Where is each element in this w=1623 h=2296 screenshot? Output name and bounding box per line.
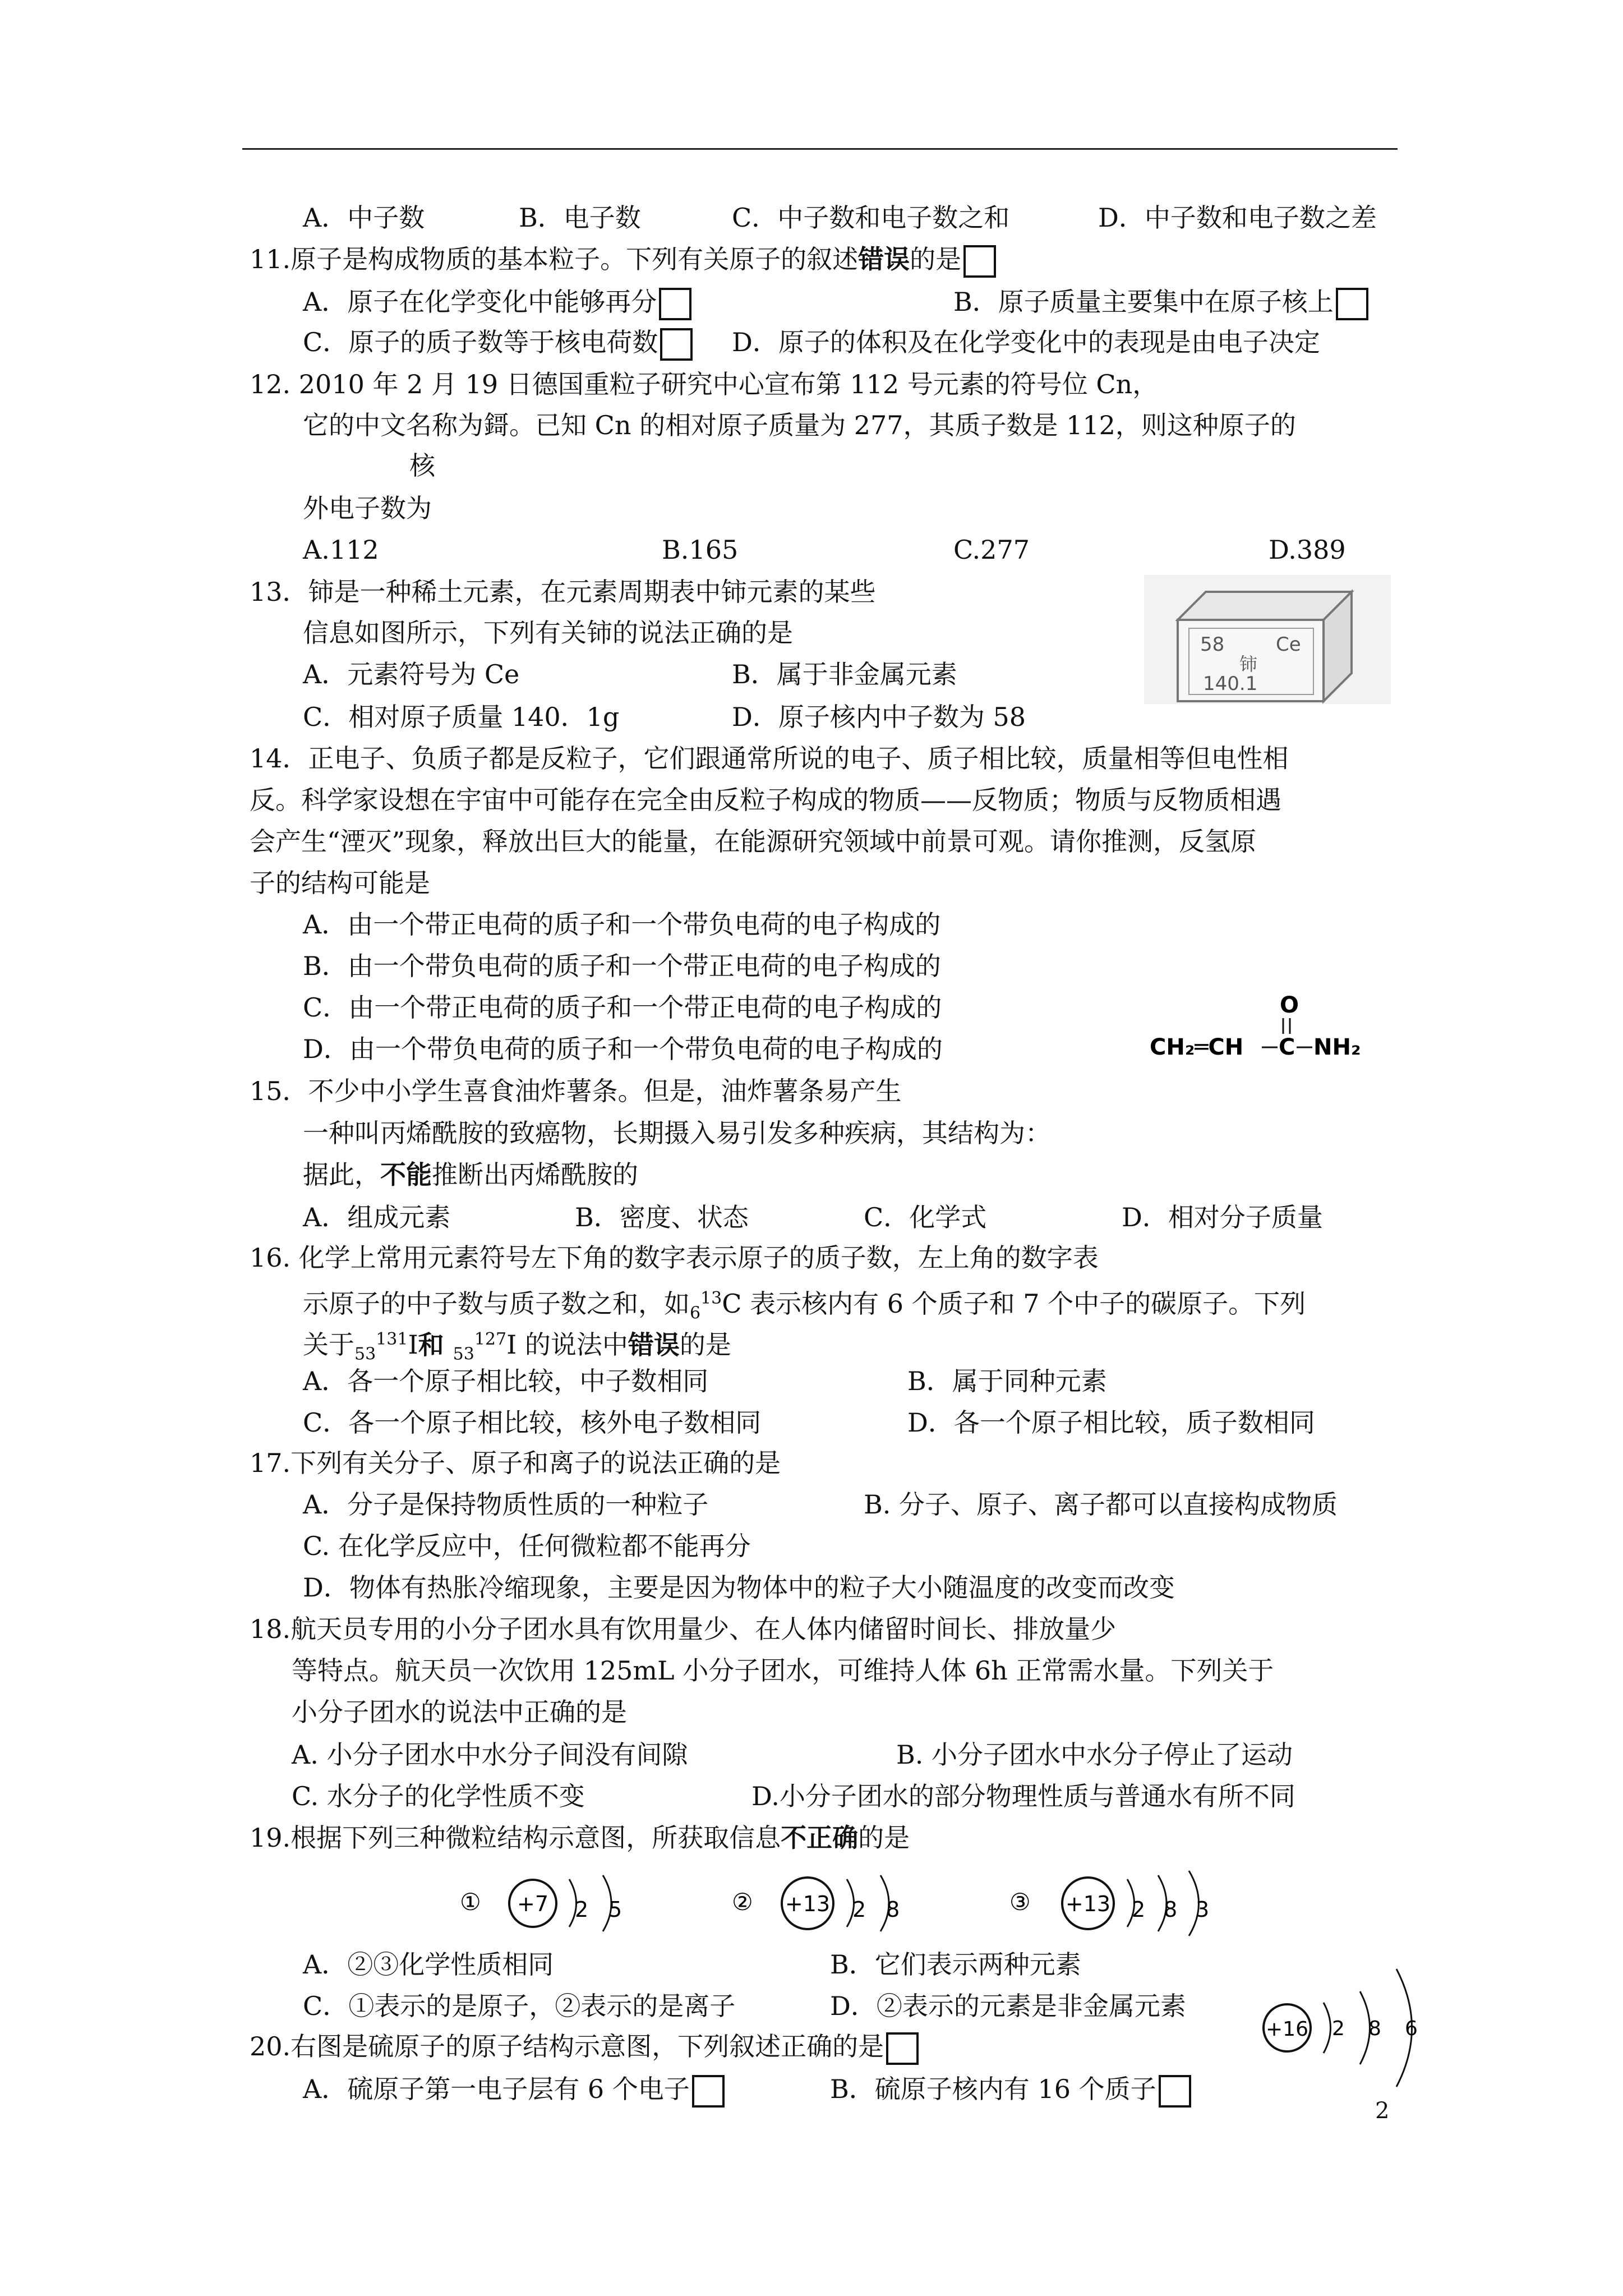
diagram-1 [460, 1875, 622, 1931]
q14-option-d: D．由一个带负电荷的质子和一个带负电荷的电子构成的 [303, 1034, 943, 1064]
answer-box[interactable] [659, 288, 691, 320]
diagram-1-nucleus-charge: +7 [517, 1892, 549, 1916]
q11-option-a: A．原子在化学变化中能够再分 [303, 285, 691, 320]
q14-stem-1: 14．正电子、负质子都是反粒子，它们跟通常所说的电子、质子相比较，质量相等但电性相 [250, 743, 1289, 774]
q17-option-b: B. 分子、原子、离子都可以直接构成物质 [864, 1489, 1338, 1520]
q16-option-b: B．属于同种元素 [907, 1366, 1107, 1396]
answer-box[interactable] [1159, 2075, 1191, 2108]
answer-box[interactable] [692, 2075, 725, 2108]
q14-stem-4: 子的结构可能是 [250, 868, 430, 898]
q13-stem-2: 信息如图所示，下列有关铈的说法正确的是 [303, 618, 793, 648]
q18-stem-3: 小分子团水的说法中正确的是 [292, 1697, 627, 1727]
diagram-1-shell-2: 5 [608, 1897, 623, 1922]
formula-carbon: C [1279, 1034, 1295, 1060]
q16-option-c: C．各一个原子相比较，核外电子数相同 [303, 1407, 762, 1438]
diagram-2 [732, 1875, 900, 1931]
diagram-2-label: ② [732, 1888, 753, 1916]
q20-option-b: B．硫原子核内有 16 个质子 [830, 2072, 1191, 2108]
q19-option-d: D．②表示的元素是非金属元素 [830, 1991, 1186, 2021]
q16-option-d: D．各一个原子相比较，质子数相同 [907, 1407, 1315, 1438]
particle-structure-diagrams [449, 1865, 1262, 1944]
answer-box[interactable] [660, 328, 693, 361]
q11-option-c: C．原子的质子数等于核电荷数 [303, 325, 693, 361]
q18-option-d: D.小分子团水的部分物理性质与普通水有所不同 [751, 1781, 1295, 1811]
card-atomic-number: 58 [1200, 633, 1225, 656]
q11-option-b: B．原子质量主要集中在原子核上 [953, 285, 1368, 320]
q18-stem-1: 18.航天员专用的小分子团水具有饮用量少、在人体内储留时间长、排放量少 [250, 1614, 1117, 1644]
diagram-2-shell-2: 8 [886, 1897, 900, 1922]
q19-stem: 19.根据下列三种微粒结构示意图，所获取信息不正确的是 [250, 1823, 910, 1853]
cerium-element-card [1144, 575, 1391, 704]
q11-stem: 11.原子是构成物质的基本粒子。下列有关原子的叙述错误的是 [250, 242, 996, 278]
q20-option-a: A．硫原子第一电子层有 6 个电子 [303, 2072, 725, 2108]
diagram-3-shell-3: 3 [1196, 1897, 1210, 1922]
q18-option-a: A. 小分子团水中水分子间没有间隙 [292, 1740, 688, 1770]
q13-stem-1: 13．铈是一种稀土元素，在元素周期表中铈元素的某些 [250, 577, 876, 607]
diagram-3-nucleus-charge: +13 [1065, 1892, 1111, 1916]
q15-option-d: D．相对分子质量 [1122, 1202, 1323, 1232]
q18-option-c: C. 水分子的化学性质不变 [292, 1781, 585, 1811]
diagram-1-label: ① [460, 1888, 481, 1916]
diagram-3-shell-1: 2 [1132, 1897, 1146, 1922]
card-mass: 140.1 [1203, 673, 1258, 695]
q18-option-b: B. 小分子团水中水分子停止了运动 [896, 1740, 1293, 1770]
sulfur-shell-1: 2 [1332, 2017, 1345, 2040]
q19-option-b: B．它们表示两种元素 [830, 1949, 1081, 1980]
q15-stem-3: 据此，不能推断出丙烯酰胺的 [303, 1159, 638, 1190]
sulfur-nucleus-charge: +16 [1266, 2018, 1308, 2041]
q12-option-a: A.112 [303, 535, 379, 565]
q15-option-c: C．化学式 [864, 1202, 987, 1232]
q12-option-d: D.389 [1269, 535, 1346, 565]
formula-right: NH₂ [1313, 1034, 1361, 1060]
q15-stem-2: 一种叫丙烯酰胺的致癌物，长期摄入易引发多种疾病，其结构为： [303, 1118, 1051, 1148]
q20-stem: 20.右图是硫原子的原子结构示意图，下列叙述正确的是 [250, 2030, 919, 2065]
q16-stem-1: 16. 化学上常用元素符号左下角的数字表示原子的质子数，左上角的数字表 [250, 1243, 1099, 1273]
q16-option-a: A．各一个原子相比较，中子数相同 [303, 1366, 709, 1396]
page-number: 2 [1375, 2098, 1390, 2124]
q14-option-b: B．由一个带负电荷的质子和一个带正电荷的电子构成的 [303, 951, 941, 981]
q16-stem-2: 示原子的中子数与质子数之和，如$_6^{13}$C 表示核内有 6 个质子和 7 个中子的碳原子。下列 [303, 1289, 1306, 1323]
diagram-2-nucleus-charge: +13 [785, 1892, 831, 1916]
q15-option-b: B．密度、状态 [575, 1202, 749, 1232]
diagram-2-shell-1: 2 [852, 1897, 866, 1922]
sulfur-atom-diagram [1253, 1963, 1433, 2092]
q12-option-c: C.277 [953, 535, 1030, 565]
q15-stem-1: 15．不少中小学生喜食油炸薯条。但是，油炸薯条易产生 [250, 1076, 902, 1106]
q16-stem-3: 关于$_{53}^{131}$I和 $_{53}^{127}$I 的说法中错误的是 [303, 1329, 731, 1364]
q14-option-c: C．由一个带正电荷的质子和一个带正电荷的电子构成的 [303, 992, 942, 1023]
q14-stem-2: 反。科学家设想在宇宙中可能存在完全由反粒子构成的物质——反物质；物质与反物质相遇 [250, 785, 1281, 815]
card-name: 铈 [1239, 654, 1258, 675]
q12-stem-3: 核 [409, 450, 435, 481]
q19-option-a: A．②③化学性质相同 [303, 1949, 554, 1980]
q15-option-a: A．组成元素 [303, 1202, 451, 1232]
q13-option-a: A．元素符号为 Ce [303, 659, 520, 689]
q11-option-d: D．原子的体积及在化学变化中的表现是由电子决定 [732, 327, 1320, 357]
q13-option-b: B．属于非金属元素 [732, 659, 957, 689]
q14-option-a: A．由一个带正电荷的质子和一个带负电荷的电子构成的 [303, 909, 941, 940]
q12-stem-1: 12. 2010 年 2 月 19 日德国重粒子研究中心宣布第 112 号元素的符号位 Cn， [250, 369, 1159, 399]
diagram-3 [1009, 1871, 1209, 1936]
diagram-3-shell-2: 8 [1164, 1897, 1178, 1922]
answer-box[interactable] [963, 245, 996, 278]
q13-option-c: C．相对原子质量 140．1g [303, 702, 620, 732]
sulfur-shell-3: 6 [1405, 2017, 1418, 2040]
q13-option-d: D．原子核内中子数为 58 [732, 702, 1026, 732]
q10-option-b: B．电子数 [519, 203, 641, 233]
q10-option-c: C．中子数和电子数之和 [732, 203, 1010, 233]
sulfur-shell-2: 8 [1368, 2017, 1381, 2040]
q19-option-c: C．①表示的是原子，②表示的是离子 [303, 1991, 736, 2021]
q12-stem-4: 外电子数为 [303, 493, 432, 523]
answer-box[interactable] [886, 2032, 919, 2065]
diagram-1-shell-1: 2 [575, 1897, 589, 1922]
answer-box[interactable] [1336, 288, 1368, 320]
q18-stem-2: 等特点。航天员一次饮用 125mL 小分子团水，可维持人体 6h 正常需水量。下列关于 [292, 1655, 1274, 1686]
formula-left: CH₂═CH [1150, 1034, 1244, 1060]
acrylamide-structure [1150, 990, 1385, 1063]
card-symbol: Ce [1276, 633, 1301, 656]
header-rule [242, 148, 1398, 150]
q17-option-c: C. 在化学反应中，任何微粒都不能再分 [303, 1531, 751, 1561]
q17-option-d: D．物体有热胀冷缩现象，主要是因为物体中的粒子大小随温度的改变而改变 [303, 1572, 1175, 1603]
diagram-3-label: ③ [1009, 1888, 1031, 1916]
q12-option-b: B.165 [662, 535, 739, 565]
q17-option-a: A．分子是保持物质性质的一种粒子 [303, 1489, 709, 1520]
q12-stem-2: 它的中文名称为鎶。已知 Cn 的相对原子质量为 277，其质子数是 112，则这种原子的 [303, 410, 1296, 440]
q14-stem-3: 会产生“湮灭”现象，释放出巨大的能量，在能源研究领域中前景可观。请你推测，反氢原 [250, 826, 1257, 857]
q17-stem: 17.下列有关分子、原子和离子的说法正确的是 [250, 1448, 781, 1478]
q10-option-a: A．中子数 [303, 203, 425, 233]
formula-oxygen: O [1280, 992, 1299, 1018]
q10-option-d: D．中子数和电子数之差 [1098, 203, 1377, 233]
